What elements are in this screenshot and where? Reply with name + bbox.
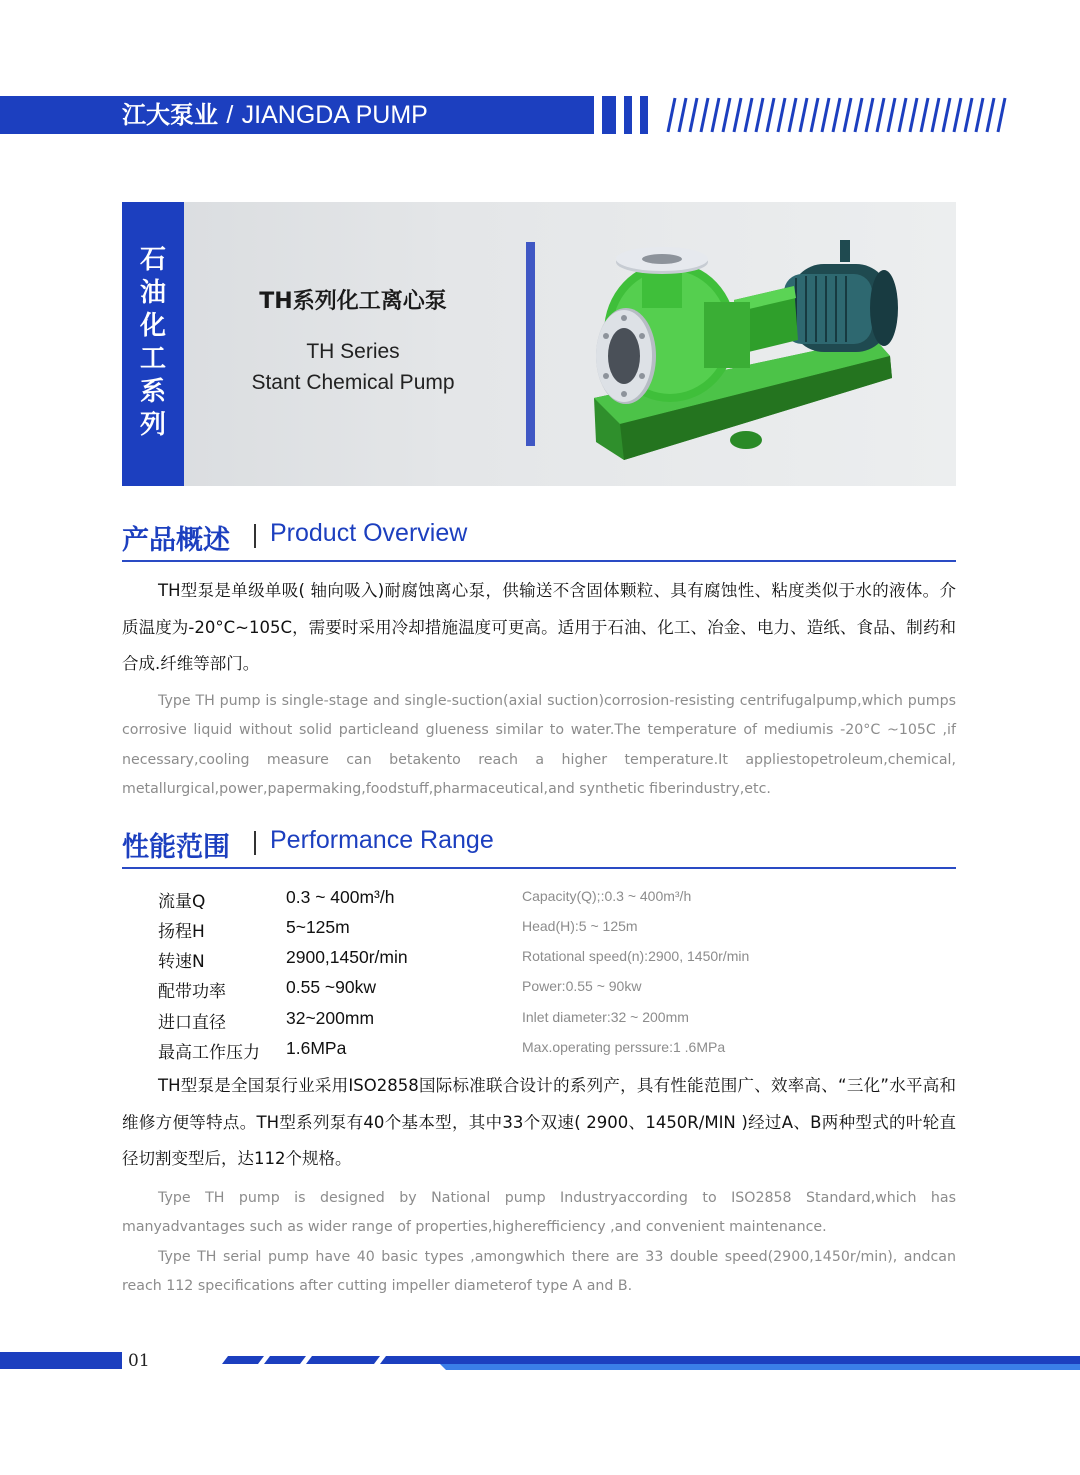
spec-row-head <box>0 917 1080 947</box>
header-slash <box>877 98 884 132</box>
header-slash <box>844 98 851 132</box>
header-slash <box>822 98 829 132</box>
footer-stripe-decoration <box>220 1356 1080 1370</box>
spec-value: 0.55 ~90kw <box>286 977 376 997</box>
spec-en: Head(H):5 ~ 125m <box>522 918 638 934</box>
spec-value: 1.6MPa <box>286 1038 347 1058</box>
pump-image <box>584 228 904 468</box>
header-slash <box>943 98 950 132</box>
header-slash <box>888 98 895 132</box>
performance-heading-en: Performance Range <box>270 826 494 854</box>
header-slash <box>745 98 752 132</box>
spec-en: Inlet diameter:32 ~ 200mm <box>522 1009 689 1025</box>
side-char: 油 <box>139 278 166 308</box>
header-slash <box>723 98 730 132</box>
section-heading-overview <box>122 518 956 566</box>
performance-text-en-2: Type TH serial pump have 40 basic types ,amongwhich there are 33 double speed(2900,1450r/min), andcan reach 112 specifications after cutting impeller diameterof type A and B. <box>122 1249 956 1295</box>
spec-en: Capacity(Q);:0.3 ~ 400m³/h <box>522 888 692 904</box>
header-slash <box>789 98 796 132</box>
header-slash <box>855 98 862 132</box>
overview-heading-en: Product Overview <box>270 519 468 547</box>
product-title-en-line1: TH Series <box>306 340 400 363</box>
header-slash <box>932 98 939 132</box>
header-slash <box>954 98 961 132</box>
header-slash <box>679 98 686 132</box>
performance-text-cn: TH型泵是全国泵行业采用ISO2858国际标准联合设计的系列产，具有性能范围广、效率高、“三化”水平高和维修方便等特点。TH型系列泵有40个基本型，其中33个双速( 2900、1450R/MIN )经过A、B两种型式的叶轮直径切割变型后，达112个规格。 <box>122 1076 956 1168</box>
spec-en: Rotational speed(n):2900, 1450r/min <box>522 948 750 964</box>
header-slash <box>734 98 741 132</box>
spec-value: 32~200mm <box>286 1008 375 1028</box>
spec-row-inlet <box>0 1008 1080 1038</box>
product-title-cn: TH系列化工离心泵 <box>259 289 447 314</box>
overview-text-cn: TH型泵是单级单吸( 轴向吸入)耐腐蚀离心泵，供输送不含固体颗粒、具有腐蚀性、粘度类似于水的液体。介质温度为-20°C~105C，需要时采用冷却措施温度可更高。适用于石油、化工、冶金、电力、造纸、食品、制药和合成.纤维等部门。 <box>122 581 956 673</box>
header-slash <box>998 98 1005 132</box>
spec-label: 最高工作压力 <box>158 1043 260 1063</box>
heading-underline <box>122 560 956 562</box>
spec-value: 2900,1450r/min <box>286 947 408 967</box>
spec-row-speed <box>0 947 1080 977</box>
side-char: 工 <box>139 344 166 374</box>
header-slash <box>866 98 873 132</box>
product-title-en-line2: Stant Chemical Pump <box>251 371 455 394</box>
overview-heading-cn: 产品概述 <box>122 525 230 556</box>
side-char: 石 <box>139 245 166 275</box>
hero-divider <box>526 242 535 446</box>
performance-heading-cn: 性能范围 <box>122 832 230 863</box>
spec-value: 0.3 ~ 400m³/h <box>286 887 395 907</box>
header-slash <box>899 98 906 132</box>
spec-label: 流量Q <box>158 892 206 912</box>
spec-en: Max.operating perssure:1 .6MPa <box>522 1039 726 1055</box>
section-heading-performance <box>122 825 956 873</box>
header-slash <box>833 98 840 132</box>
header-slash <box>976 98 983 132</box>
header-slash <box>921 98 928 132</box>
brand-name-cn: 江大泵业 <box>122 101 218 129</box>
spec-label: 扬程H <box>158 922 205 942</box>
brand-name-en: JIANGDA PUMP <box>241 101 428 129</box>
page-number: 01 <box>128 1351 150 1371</box>
header-slash <box>668 98 675 132</box>
overview-text-en: Type TH pump is single-stage and single-suction(axial suction)corrosion-resisting centrifugalpump,which pumps corrosive liquid without solid particleand glueness similar to water.The temperature of mediumis -20°C ~105C ,if necessary,cooling measure can betakento reach a higher temperature.It appliestopetroleum,chemical, metallurgical,power,papermaking,foodstuff,pharmaceutical,and synthetic fiberindustry,etc. <box>122 693 956 797</box>
spec-label: 进口直径 <box>158 1013 226 1033</box>
heading-separator <box>254 831 256 855</box>
spec-row-pressure <box>0 1038 1080 1068</box>
header-slash <box>767 98 774 132</box>
header-slash <box>756 98 763 132</box>
heading-underline <box>122 867 956 869</box>
spec-label: 配带功率 <box>158 982 226 1002</box>
header-slash <box>701 98 708 132</box>
footer-band <box>0 1352 122 1369</box>
header-slash <box>712 98 719 132</box>
header-slash <box>690 98 697 132</box>
side-char: 化 <box>139 311 166 341</box>
header-stripe-decoration <box>602 96 1012 134</box>
brand-slash: / <box>226 101 234 129</box>
hero-side-label <box>122 244 184 442</box>
header-slash <box>811 98 818 132</box>
header-slash <box>778 98 785 132</box>
spec-value: 5~125m <box>286 917 350 937</box>
header-slash <box>987 98 994 132</box>
side-char: 列 <box>139 410 166 440</box>
side-char: 系 <box>139 377 166 407</box>
header-slash <box>965 98 972 132</box>
header-slash <box>800 98 807 132</box>
spec-label: 转速N <box>158 952 205 972</box>
header-title <box>122 96 428 134</box>
header-slash <box>910 98 917 132</box>
heading-separator <box>254 524 256 548</box>
performance-text-en-1: Type TH pump is designed by National pump Industryaccording to ISO2858 Standard,which has manyadvantages such as wider range of properties,higherefficiency ,and convenient maintenance. <box>122 1190 956 1236</box>
spec-en: Power:0.55 ~ 90kw <box>522 978 642 994</box>
spec-row-capacity <box>0 887 1080 917</box>
spec-row-power <box>0 977 1080 1007</box>
